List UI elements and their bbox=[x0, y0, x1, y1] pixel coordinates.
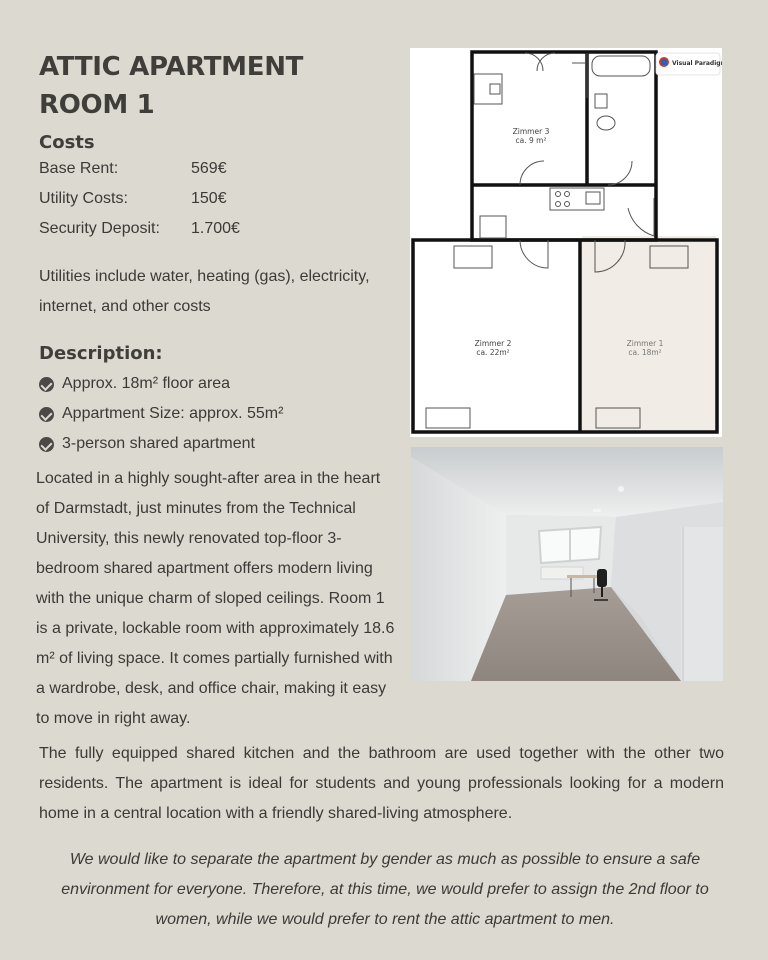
cost-row bbox=[39, 216, 240, 246]
page-title bbox=[39, 48, 303, 124]
cost-value: 150€ bbox=[191, 190, 227, 207]
room-1-highlight bbox=[582, 236, 716, 432]
cost-value: 569€ bbox=[191, 160, 227, 177]
check-circle-icon bbox=[39, 377, 54, 392]
check-circle-icon bbox=[39, 437, 54, 452]
cost-row bbox=[39, 186, 240, 216]
check-circle-icon bbox=[39, 407, 54, 422]
room-photo bbox=[411, 447, 723, 681]
list-item bbox=[39, 399, 283, 429]
room-2-name: Zimmer 2 bbox=[474, 339, 512, 348]
list-item bbox=[39, 429, 283, 459]
title-line-1: ATTIC APARTMENT bbox=[39, 52, 304, 82]
room-1-area: ca. 18m² bbox=[628, 348, 662, 357]
closing-note: We would like to separate the apartment by gender as much as possible to ensure a safe environment for everyone. Therefore, at this time, we would prefer to assign the 2nd floor to women, while we would prefer to rent the attic apartment to men. bbox=[61, 851, 709, 928]
room-1-name: Zimmer 1 bbox=[626, 339, 664, 348]
cost-label: Security Deposit: bbox=[39, 220, 160, 237]
cost-value: 1.700€ bbox=[191, 220, 240, 237]
description-paragraph-2: The fully equipped shared kitchen and the bathroom are used together with the other two residents. The apartment is ideal for students and young professionals looking for a modern home in a central location with a friendly shared-living atmosphere. bbox=[39, 745, 724, 822]
room-2-area: ca. 22m² bbox=[476, 348, 510, 357]
costs-table bbox=[39, 156, 240, 246]
utilities-note: Utilities include water, heating (gas), electricity, internet, and other costs bbox=[39, 268, 370, 315]
room-3-name: Zimmer 3 bbox=[512, 127, 550, 136]
floor-plan-drawing bbox=[410, 48, 722, 437]
room-3-area: ca. 9 m² bbox=[515, 136, 547, 145]
title-line-2: ROOM 1 bbox=[39, 90, 155, 120]
description-paragraph-1: Located in a highly sought-after area in the heart of Darmstadt, just minutes from the Technical University, this newly renovated top-floor 3-bedroom shared apartment offers modern living with the unique charm of sloped ceilings. Room 1 is a private, lockable room with approximately 18.6 m² of living space. It comes partially furnished with a wardrobe, desk, and office chair, making it easy to move in right away. bbox=[36, 470, 395, 727]
floor-plan bbox=[410, 48, 722, 437]
room-photo-illustration bbox=[411, 447, 723, 681]
list-item bbox=[39, 369, 283, 399]
visual-paradigm-watermark bbox=[656, 53, 722, 75]
description-list bbox=[39, 369, 283, 459]
cost-label: Base Rent: bbox=[39, 160, 119, 177]
cost-row bbox=[39, 156, 240, 186]
description-heading: Description: bbox=[39, 343, 163, 364]
list-item-text: Appartment Size: approx. 55m² bbox=[62, 405, 284, 422]
list-item-text: Approx. 18m² floor area bbox=[62, 375, 231, 392]
cost-label: Utility Costs: bbox=[39, 190, 128, 207]
list-item-text: 3-person shared apartment bbox=[62, 435, 255, 452]
costs-heading: Costs bbox=[39, 132, 95, 153]
watermark-text: Visual Paradigm bbox=[672, 60, 722, 67]
